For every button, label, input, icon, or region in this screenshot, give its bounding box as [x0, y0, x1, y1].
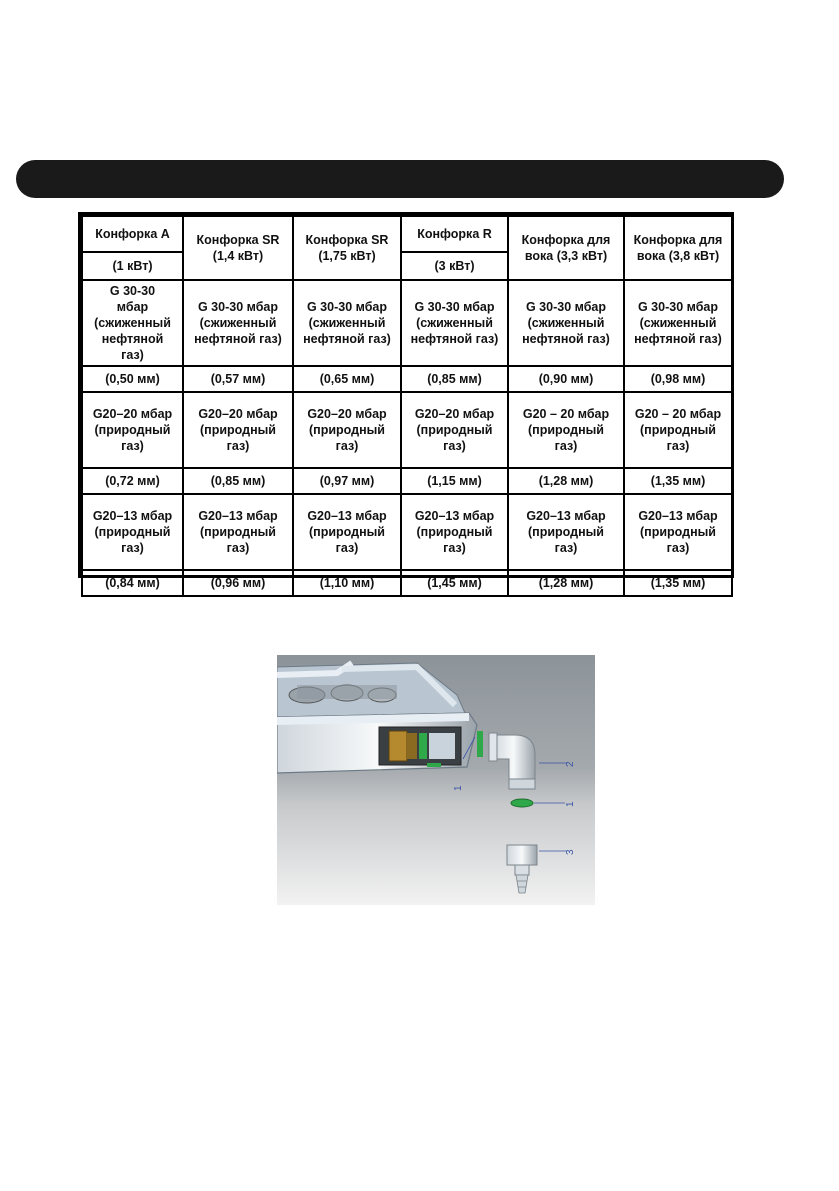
- callout-label: 1: [565, 801, 576, 807]
- value-cell: (0,90 мм): [508, 366, 624, 392]
- g20-20-label-cell: [401, 392, 508, 468]
- cell-line: (природный: [200, 423, 276, 437]
- cell-line: газ): [226, 439, 250, 453]
- cell-line: G 30-30 мбар: [637, 300, 719, 314]
- cell-line: газ): [666, 439, 690, 453]
- cell-line: (сжиженный: [416, 316, 493, 330]
- cell-line: (сжиженный: [199, 316, 277, 330]
- cell-line: нефтяной газ): [522, 332, 610, 346]
- lpg-label-cell: [624, 280, 732, 366]
- cell-line: газ): [335, 439, 359, 453]
- value-cell: (1,10 мм): [293, 570, 401, 596]
- value-cell: (0,65 мм): [293, 366, 401, 392]
- cell-line: газ): [554, 541, 578, 555]
- value-cell: (0,72 мм): [82, 468, 183, 494]
- lpg-label-cell: [183, 280, 293, 366]
- lpg-label-cell: [293, 280, 401, 366]
- lpg-label-cell: [401, 280, 508, 366]
- header-power: вока (3,3 кВт): [524, 249, 608, 263]
- cell-line: газ): [226, 541, 250, 555]
- cell-line: газ): [443, 541, 466, 555]
- cell-line: мбар: [116, 300, 149, 314]
- cell-line: газ): [121, 541, 144, 555]
- cell-line: (природный: [416, 423, 493, 437]
- cell-line: (природный: [200, 525, 276, 539]
- g20-20-value-row: [82, 468, 732, 494]
- injector-table: [78, 212, 734, 590]
- lpg-row: [82, 280, 732, 366]
- header-row-name: [82, 216, 732, 252]
- value-cell: (0,98 мм): [624, 366, 732, 392]
- header-name: Конфорка для: [633, 233, 723, 247]
- cell-line: G20–13 мбар: [638, 509, 718, 523]
- value-cell: (0,57 мм): [183, 366, 293, 392]
- header-power: (1,4 кВт): [212, 249, 264, 263]
- cell-line: нефтяной газ): [303, 332, 391, 346]
- cell-line: (природный: [309, 423, 385, 437]
- cell-line: G20–13 мбар: [414, 509, 495, 523]
- cell-line: нефтяной: [101, 332, 164, 346]
- cell-line: G 30-30: [109, 284, 156, 298]
- cell-line: газ): [335, 541, 359, 555]
- callout-label: 1: [453, 785, 464, 791]
- cell-line: газ): [666, 541, 690, 555]
- value-cell: (0,85 мм): [183, 468, 293, 494]
- callout-label: 3: [565, 849, 576, 855]
- cell-line: G20–13 мбар: [307, 509, 387, 523]
- cell-line: G20–13 мбар: [198, 509, 278, 523]
- cell-line: (природный: [640, 423, 716, 437]
- cell-line: G20–13 мбар: [92, 509, 173, 523]
- cell-line: G20 – 20 мбар: [522, 407, 610, 421]
- g20-13-row: [82, 494, 732, 570]
- g20-13-label-cell: [401, 494, 508, 570]
- cell-line: (природный: [416, 525, 493, 539]
- lpg-value-row: [82, 366, 732, 392]
- cell-line: G20–20 мбар: [92, 407, 173, 421]
- lpg-label-cell: [508, 280, 624, 366]
- g20-20-label-cell: [624, 392, 732, 468]
- g20-13-value-row: [82, 570, 732, 596]
- cell-line: G 30-30 мбар: [197, 300, 279, 314]
- header-cell: Конфорка А: [82, 216, 183, 252]
- g20-20-label-cell: [82, 392, 183, 468]
- cell-line: G20–13 мбар: [526, 509, 606, 523]
- section-banner: [16, 160, 784, 198]
- header-name: Конфорка SR: [305, 233, 389, 247]
- header-cell: Конфорка R: [401, 216, 508, 252]
- lpg-label-cell: [82, 280, 183, 366]
- header-power: (1 кВт): [82, 252, 183, 280]
- g20-13-label-cell: [624, 494, 732, 570]
- cell-line: (природный: [528, 423, 604, 437]
- header-cell: [624, 216, 732, 280]
- header-cell: [508, 216, 624, 280]
- header-power: вока (3,8 кВт): [636, 249, 720, 263]
- injector-table-grid: [81, 215, 733, 597]
- cell-line: нефтяной газ): [634, 332, 722, 346]
- header-name: Конфорка для: [521, 233, 611, 247]
- value-cell: (1,35 мм): [624, 570, 732, 596]
- cell-line: нефтяной газ): [194, 332, 282, 346]
- g20-20-label-cell: [293, 392, 401, 468]
- value-cell: (1,28 мм): [508, 570, 624, 596]
- g20-13-label-cell: [183, 494, 293, 570]
- value-cell: (1,35 мм): [624, 468, 732, 494]
- g20-20-row: [82, 392, 732, 468]
- cell-line: газ): [121, 439, 144, 453]
- value-cell: (1,45 мм): [401, 570, 508, 596]
- callout-label: 2: [565, 761, 576, 767]
- header-power: (1,75 кВт): [318, 249, 376, 263]
- value-cell: (0,50 мм): [82, 366, 183, 392]
- cell-line: (сжиженный: [639, 316, 717, 330]
- cell-line: G 30-30 мбар: [306, 300, 388, 314]
- cell-line: (природный: [94, 423, 171, 437]
- value-cell: (0,97 мм): [293, 468, 401, 494]
- cell-line: (природный: [640, 525, 716, 539]
- gas-connection-illustration: [277, 655, 595, 905]
- g20-13-label-cell: [82, 494, 183, 570]
- cell-line: (сжиженный: [308, 316, 386, 330]
- header-power: (3 кВт): [401, 252, 508, 280]
- cell-line: G 30-30 мбар: [525, 300, 607, 314]
- gas-connection-figure: [277, 655, 595, 905]
- header-cell: [183, 216, 293, 280]
- cell-line: газ): [443, 439, 466, 453]
- g20-20-label-cell: [508, 392, 624, 468]
- value-cell: (0,85 мм): [401, 366, 508, 392]
- g20-13-label-cell: [508, 494, 624, 570]
- header-name: Конфорка SR: [196, 233, 280, 247]
- value-cell: (1,15 мм): [401, 468, 508, 494]
- value-cell: (0,84 мм): [82, 570, 183, 596]
- cell-line: G20 – 20 мбар: [634, 407, 722, 421]
- cell-line: (природный: [309, 525, 385, 539]
- g20-13-label-cell: [293, 494, 401, 570]
- g20-20-label-cell: [183, 392, 293, 468]
- value-cell: (0,96 мм): [183, 570, 293, 596]
- header-cell: [293, 216, 401, 280]
- cell-line: G20–20 мбар: [307, 407, 387, 421]
- cell-line: (природный: [94, 525, 171, 539]
- sealing-ring: [511, 799, 533, 807]
- cell-line: нефтяной газ): [410, 332, 499, 346]
- cell-line: (природный: [528, 525, 604, 539]
- cell-line: G20–20 мбар: [198, 407, 278, 421]
- cell-line: G 30-30 мбар: [414, 300, 495, 314]
- cell-line: (сжиженный: [94, 316, 171, 330]
- cell-line: газ): [121, 348, 144, 362]
- cell-line: (сжиженный: [527, 316, 605, 330]
- value-cell: (1,28 мм): [508, 468, 624, 494]
- cell-line: G20–20 мбар: [414, 407, 495, 421]
- cell-line: газ): [554, 439, 578, 453]
